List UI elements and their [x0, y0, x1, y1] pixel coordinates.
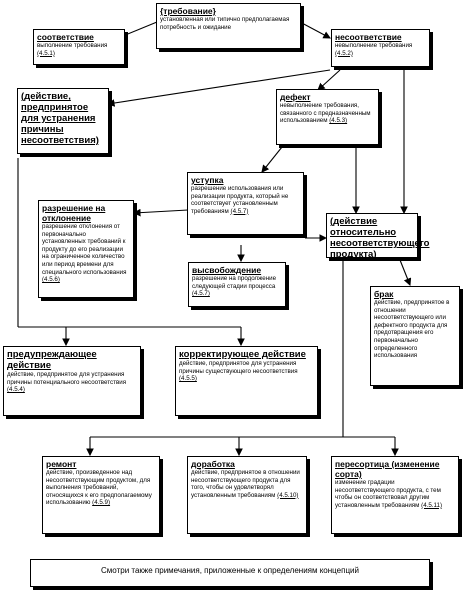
- node-ref: (4.5.5): [179, 375, 197, 383]
- node-ref: (4.5.7): [230, 207, 249, 215]
- arrow-requirement-nonconformity: [300, 22, 330, 38]
- node-desc: выполнение требования: [37, 42, 108, 49]
- node-ref: (4.5.9): [92, 499, 111, 507]
- node-ref: (4.5.10): [277, 491, 299, 499]
- arrow-defect-concession: [262, 147, 282, 172]
- node-title: высвобождение: [192, 265, 262, 275]
- node-title: доработка: [191, 459, 235, 469]
- node-desc: действие, предпринятое в отношении несоответствующего продукта для того, чтобы он удовлетворял установленным требованиям: [191, 469, 300, 499]
- node-regrade: [331, 456, 459, 534]
- node-desc: действие, предпринятое для устранения причины существующего несоответствия: [179, 360, 298, 375]
- node-ref: (4.5.3): [329, 117, 348, 125]
- node-desc: действие, произведенное над несоответствующим продуктом, для выполнения требований, относящихся к его предполагаемому использованию: [46, 469, 152, 507]
- node-desc: разрешение использования или реализации продукта, который не соответствует установленным требованиям: [191, 185, 289, 215]
- node-conformity: [33, 29, 125, 65]
- node-desc: действие, предпринятое для устранения причины потенциального несоответствия: [7, 371, 127, 386]
- node-ref: (4.5.6): [42, 276, 60, 284]
- node-desc: разрешение на продолжение следующей стадии процесса: [192, 275, 277, 290]
- arrow-ncp-scrap: [400, 260, 410, 285]
- node-requirement: [156, 3, 301, 49]
- node-repair: [42, 456, 160, 534]
- node-title: разрешение на отклонение: [42, 203, 106, 223]
- node-concession: [187, 172, 304, 235]
- node-title: брак: [374, 289, 394, 299]
- node-title: пересортица (изменение сорта): [335, 459, 440, 479]
- node-desc: невыполнение требования: [335, 42, 413, 49]
- node-title: предупреждающее действие: [7, 349, 97, 371]
- node-ref: (4.5.1): [37, 49, 55, 57]
- node-release: [188, 262, 286, 307]
- node-rework: [187, 456, 307, 534]
- node-preventive-action: [3, 346, 141, 416]
- arrow-concession-deviation: [134, 210, 188, 213]
- node-title: дефект: [280, 92, 311, 102]
- node-desc: действие, предпринятое в отношении несоответствующего или дефектного продукта для предотвращения его первоначально определенного использования: [374, 299, 450, 360]
- node-ref: (4.5.11): [421, 501, 443, 509]
- arrow-nonconformity-defect: [318, 70, 340, 90]
- node-ref: (4.5.7): [192, 290, 210, 298]
- node-nonconformity: [331, 29, 430, 67]
- node-title: (действие относительно несоответствующего продукта): [330, 216, 430, 260]
- node-ref: (4.5.4): [7, 386, 25, 394]
- node-title: уступка: [191, 175, 224, 185]
- node-title: (действие, предпринятое для устранения причины несоответствия): [21, 91, 99, 146]
- node-deviation-permit: [38, 200, 134, 298]
- node-desc: разрешение отклонения от первоначально установленных требований к продукту до его реализации на ограниченное количество или период времени для специального использования: [42, 223, 127, 276]
- node-ref: (4.5.2): [335, 49, 353, 57]
- node-title: корректирующее действие: [179, 349, 306, 360]
- node-title: соответствие: [37, 32, 94, 42]
- footer-note: Смотри также примечания, приложенные к определениям концепций: [30, 559, 430, 587]
- node-defect: [276, 89, 379, 145]
- node-title: ремонт: [46, 459, 77, 469]
- node-action-nonconforming-product: [326, 213, 430, 260]
- node-title: {требование}: [160, 6, 216, 16]
- node-scrap: [370, 286, 460, 386]
- node-corrective-action: [175, 346, 318, 416]
- node-action-nonconformity: [17, 88, 109, 154]
- node-title: несоответствие: [335, 32, 402, 42]
- node-desc: невыполнение требования, связанного с предназначенным использованием: [280, 102, 371, 125]
- node-desc: установленная или типично предполагаемая потребность и ожидание: [160, 16, 290, 31]
- node-desc: изменение градации несоответствующего продукта, с тем чтобы он соответствовал другим установленным требованиям: [335, 479, 441, 509]
